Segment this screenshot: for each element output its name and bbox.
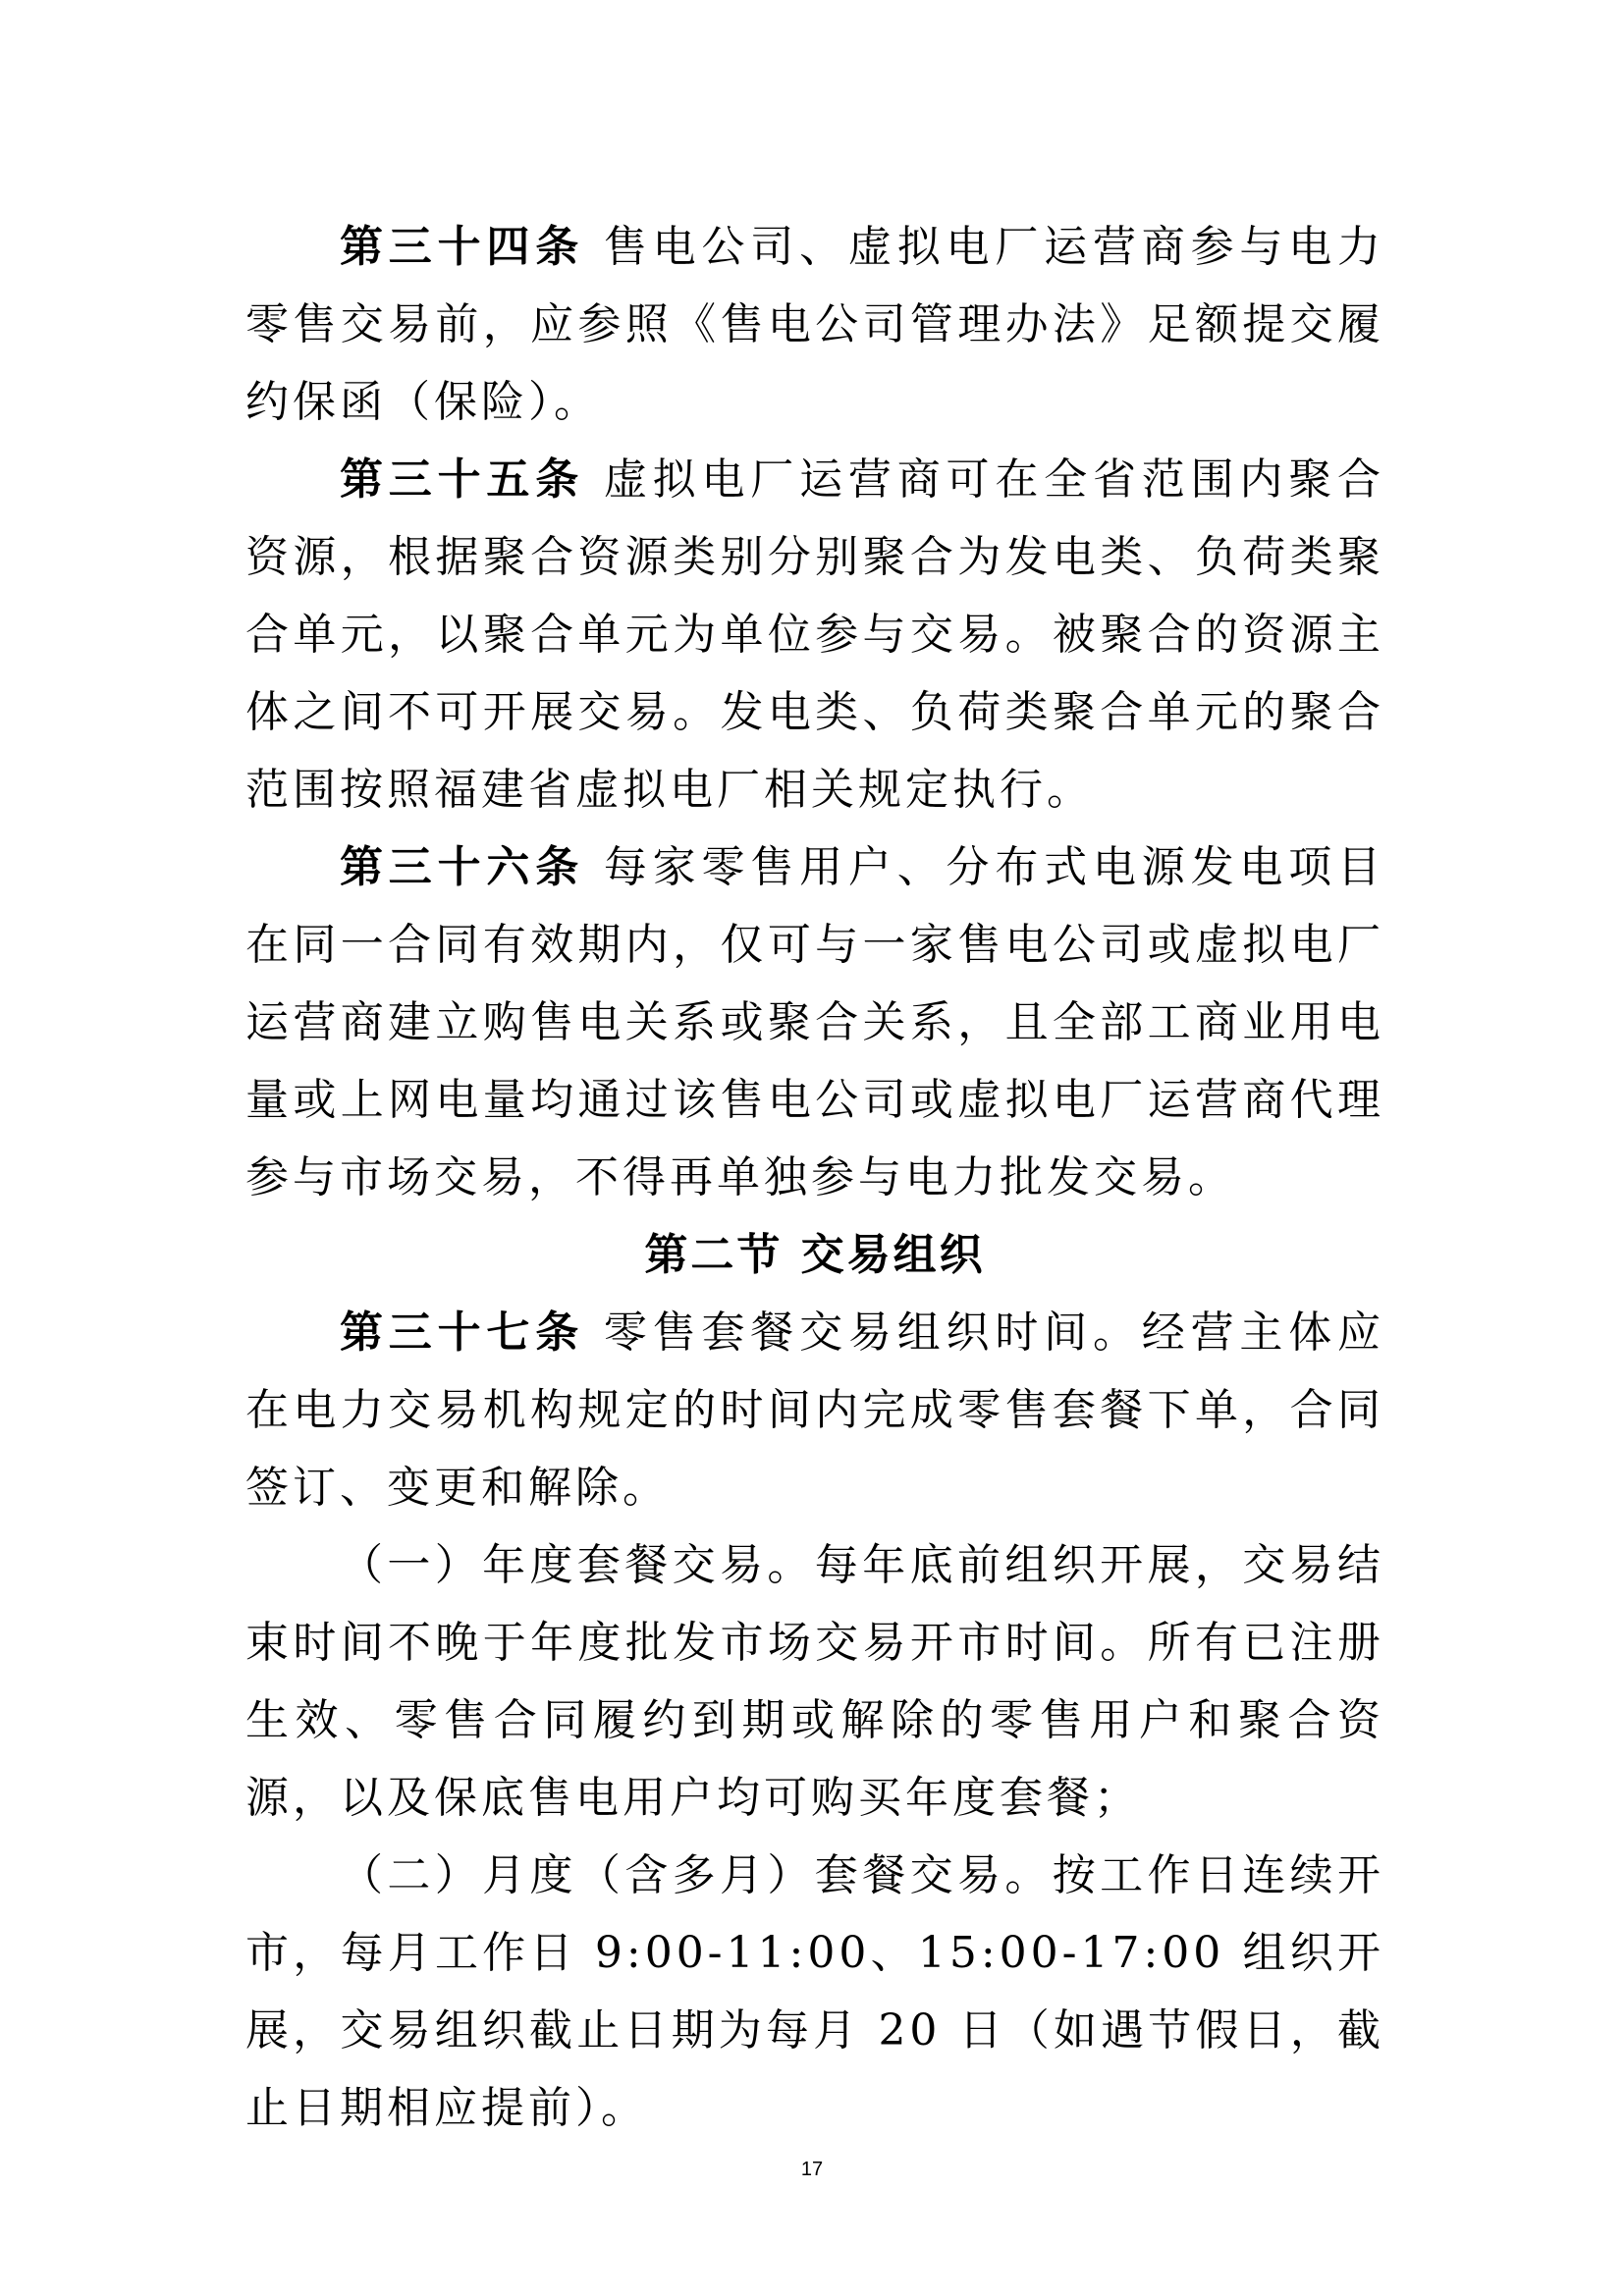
item-2-paragraph: （二）月度（含多月）套餐交易。按工作日连续开市，每月工作日 9:00-11:00、15:00-17:00 组织开展，交易组织截止日期为每月 20 日（如遇节假日，截止日期相应提前）。 — [245, 1850, 1384, 2133]
section-2-title: 第二节 交易组织 — [644, 1230, 986, 1280]
page-number: 17 — [800, 2159, 824, 2180]
article-37-paragraph — [245, 1294, 1384, 1526]
article-34-heading: 第三十四条 — [340, 222, 585, 272]
page-body — [245, 208, 1384, 2147]
article-34-paragraph — [245, 208, 1384, 441]
article-35-paragraph — [245, 441, 1384, 828]
item-1-paragraph: （一）年度套餐交易。每年底前组织开展，交易结束时间不晚于年度批发市场交易开市时间。所有已注册生效、零售合同履约到期或解除的零售用户和聚合资源，以及保底售电用户均可购买年度套餐； — [245, 1540, 1384, 1823]
article-36-text: 每家零售用户、分布式电源发电项目在同一合同有效期内，仅可与一家售电公司或虚拟电厂运营商建立购售电关系或聚合关系，且全部工商业用电量或上网电量均通过该售电公司或虚拟电厂运营商代理参与市场交易，不得再单独参与电力批发交易。 — [245, 842, 1384, 1202]
article-35-heading: 第三十五条 — [340, 454, 585, 505]
article-34-text: 售电公司、虚拟电厂运营商参与电力零售交易前，应参照《售电公司管理办法》足额提交履约保函（保险）。 — [245, 222, 1384, 427]
article-36-paragraph — [245, 828, 1384, 1216]
article-35-text: 虚拟电厂运营商可在全省范围内聚合资源，根据聚合资源类别分别聚合为发电类、负荷类聚合单元，以聚合单元为单位参与交易。被聚合的资源主体之间不可开展交易。发电类、负荷类聚合单元的聚合范围按照福建省虚拟电厂相关规定执行。 — [245, 454, 1384, 815]
article-37-heading: 第三十七条 — [340, 1308, 585, 1358]
article-36-heading: 第三十六条 — [340, 842, 585, 892]
article-37-text: 零售套餐交易组织时间。经营主体应在电力交易机构规定的时间内完成零售套餐下单，合同签订、变更和解除。 — [245, 1308, 1384, 1513]
